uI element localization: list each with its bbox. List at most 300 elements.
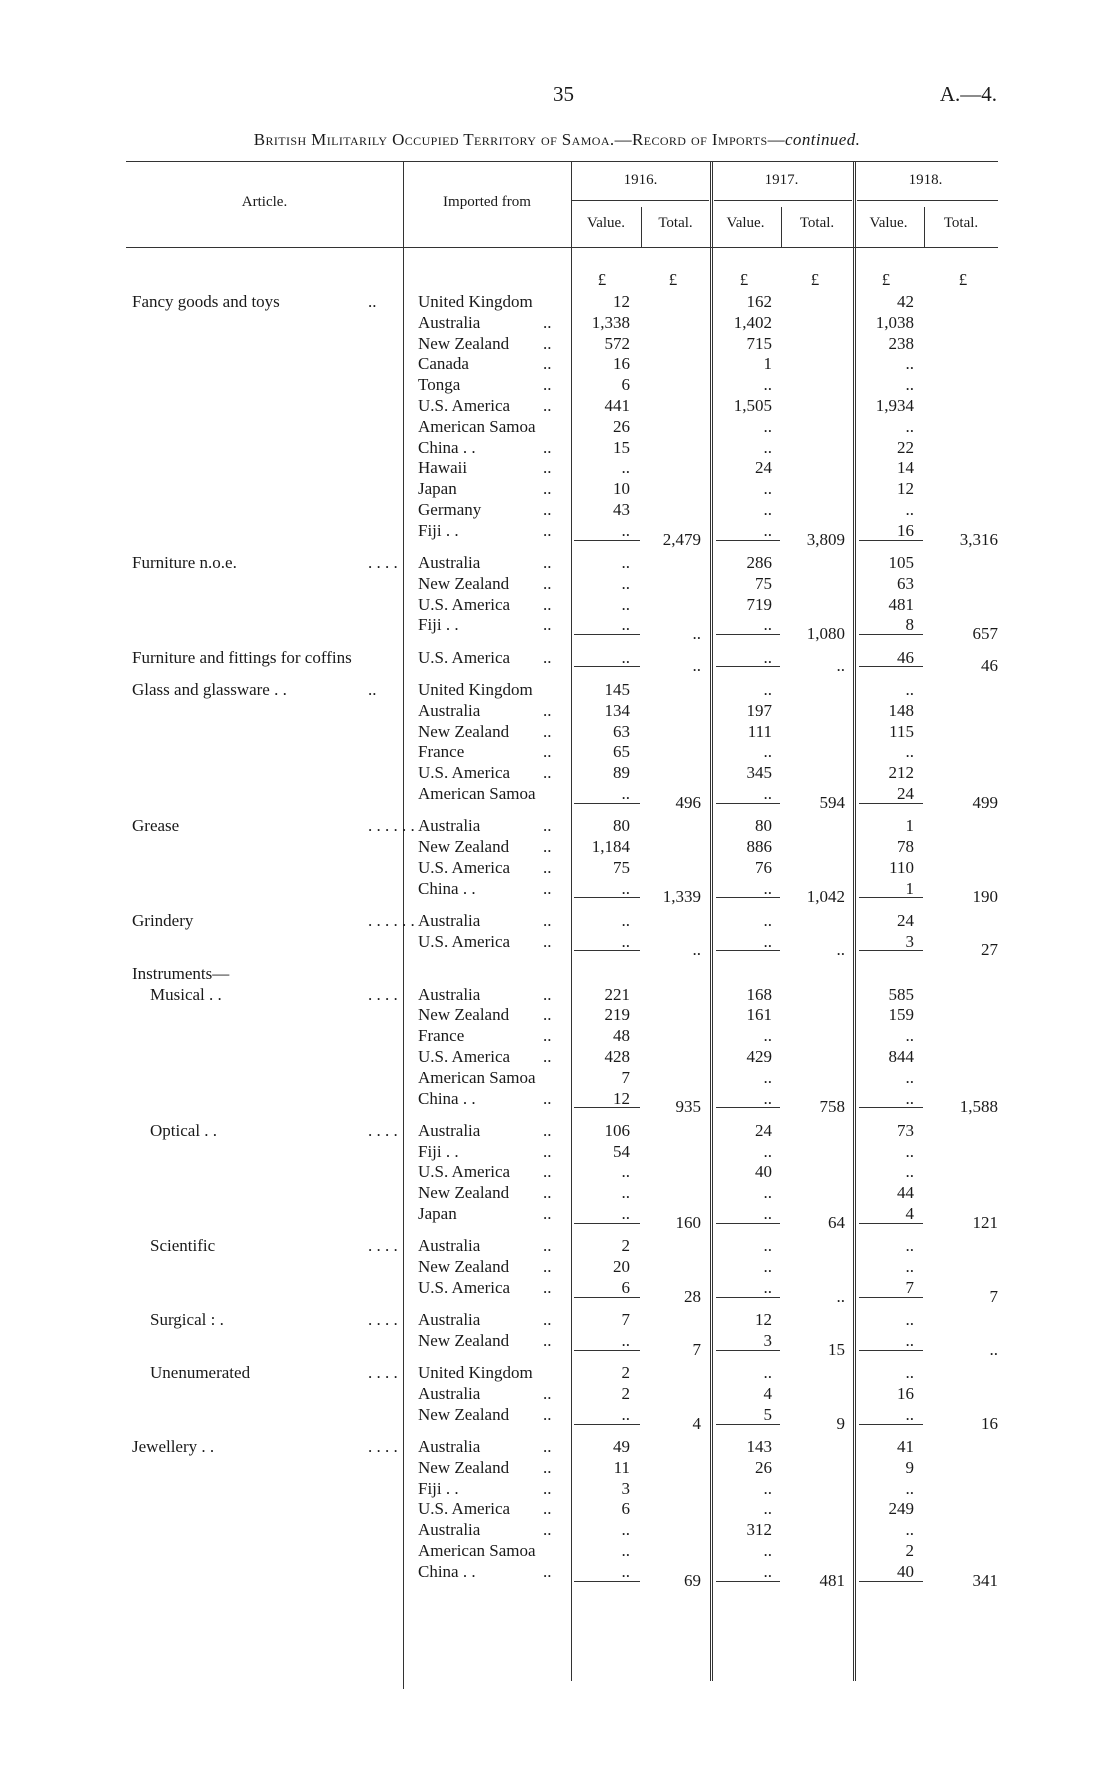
subtotal-rule [859,1581,923,1582]
value-1916: .. [621,1561,630,1581]
subtotal-rule [716,1424,780,1425]
value-1918: 12 [897,479,914,499]
subtotal-rule [859,1350,923,1351]
total-1917: 3,809 [806,529,845,549]
value-1916: .. [621,931,630,951]
value-1918: 40 [897,1561,914,1581]
value-1917: 26 [755,1457,772,1477]
value-1916: 441 [604,396,630,415]
value-1916: 12 [613,292,630,311]
table-title-main: British Militarily Occupied Territory of Samoa.—Record of Imports— [253,130,785,149]
value-1918: 44 [897,1183,914,1203]
column-divider [853,161,856,1681]
value-1916: 12 [613,1088,630,1108]
value-1916: 6 [621,1499,630,1519]
value-1917: 168 [746,984,772,1004]
total-1918: 190 [972,887,998,907]
value-1916: .. [621,1204,630,1224]
value-1918: .. [905,1236,914,1256]
value-1916: .. [621,1520,630,1540]
value-1918: 481 [888,594,914,614]
value-1918: .. [905,1088,914,1108]
article-name: Furniture n.o.e. [132,553,237,573]
total-1917-header: Total. [799,215,835,231]
value-1918-header: Value. [869,215,908,231]
value-1918: .. [905,1257,914,1277]
value-1917: .. [763,1561,772,1581]
value-1917: 719 [746,594,772,614]
value-1917: .. [763,437,772,457]
source-country: Australia [418,1520,481,1540]
source-country: Australia [418,1437,481,1457]
currency-symbol: £ [810,270,820,289]
value-1916: 1,338 [591,312,630,332]
source-country: U.S. America [418,647,511,667]
total-1917: 9 [836,1413,845,1433]
value-1917: .. [763,1026,772,1046]
leader-dots: .. [368,679,377,699]
value-1916: 43 [613,500,630,519]
subtotal-rule [859,666,923,667]
source-country: U.S. America [418,396,511,415]
subtotal-rule [716,803,780,804]
leader-dots: . . . . [368,553,398,573]
value-1916: 80 [613,816,630,836]
value-1916: .. [621,458,630,478]
source-country: Australia [418,816,481,836]
value-1916: .. [621,1162,630,1182]
source-country: Australia [418,1120,481,1140]
header-bottom-rule [126,247,998,248]
value-1916: 221 [604,984,630,1004]
value-1918: 63 [897,573,914,593]
value-1917: .. [763,1183,772,1203]
value-1918: 73 [897,1120,914,1140]
value-1917: 5 [763,1404,772,1424]
value-1918: 585 [888,984,914,1004]
value-1916: 7 [621,1310,630,1330]
currency-symbol: £ [958,270,968,289]
value-1918: .. [905,416,914,436]
value-1918: 1,934 [875,396,914,415]
leader-dots: . . . . [368,1437,398,1457]
value-1917: .. [763,500,772,519]
leader-dots: .. [543,479,552,499]
source-country: China . . [418,1561,476,1581]
leader-dots: .. [543,836,552,856]
leader-dots: .. [543,1478,552,1498]
value-1917: .. [763,520,772,540]
value-1917: .. [763,1499,772,1519]
currency-symbol: £ [739,270,749,289]
value-1916: .. [621,573,630,593]
article-name: Grease [132,816,180,836]
value-1917: .. [763,1277,772,1297]
year-rule [714,200,852,201]
value-1916: 3 [621,1478,630,1498]
source-country: U.S. America [418,594,511,614]
value-1918: 41 [897,1437,914,1457]
value-1918: 2 [905,1541,914,1561]
leader-dots: .. [543,500,552,519]
leader-dots: .. [543,1404,552,1424]
value-1916: .. [621,1183,630,1203]
leader-dots: .. [543,721,552,741]
subtotal-rule [574,634,640,635]
value-1917: .. [763,1478,772,1498]
leader-dots: .. [543,1257,552,1277]
value-1916: .. [621,647,630,667]
source-country: Hawaii [418,458,468,478]
subtotal-rule [716,1581,780,1582]
value-1917: .. [763,1088,772,1108]
year-rule [572,200,709,201]
leader-dots: .. [368,292,377,311]
source-country: U.S. America [418,857,511,877]
value-1916: 75 [613,857,630,877]
imported-from-header: Imported from [443,194,531,210]
total-1916: 1,339 [662,887,701,907]
total-1916: .. [692,940,701,960]
value-1918: 1 [905,816,914,836]
subtotal-rule [859,897,923,898]
source-country: American Samoa [418,416,536,436]
leader-dots: .. [543,1310,552,1330]
value-1917: 143 [746,1437,772,1457]
value-1917: 3 [763,1330,772,1350]
subtotal-rule [859,950,923,951]
value-1918: 4 [905,1204,914,1224]
value-1917-header: Value. [726,215,765,231]
total-1916: 2,479 [662,529,701,549]
subtotal-rule [859,1107,923,1108]
value-1918: 3 [905,931,914,951]
total-1916: .. [692,656,701,676]
currency-symbol: £ [597,270,607,289]
leader-dots: .. [543,375,552,395]
source-country: United Kingdom [418,292,533,311]
year-1917-header: 1917. [764,172,799,188]
total-1916: 160 [675,1212,701,1232]
value-1916: 6 [621,375,630,395]
total-1917: 1,042 [806,887,845,907]
subtotal-rule [859,634,923,635]
source-country: Germany [418,500,482,519]
value-1917: .. [763,1141,772,1161]
value-1916: .. [621,615,630,635]
value-1918: .. [905,500,914,519]
leader-dots: .. [543,354,552,374]
value-1917: .. [763,1067,772,1087]
leader-dots: .. [543,700,552,720]
source-country: United Kingdom [418,1363,533,1383]
value-1916: .. [621,783,630,803]
subtotal-rule [716,1223,780,1224]
leader-dots: . . . . [368,1120,398,1140]
leader-dots: .. [543,1162,552,1182]
value-1916: 145 [604,679,630,699]
subtotal-rule [859,1424,923,1425]
source-country: New Zealand [418,836,510,856]
source-country: Japan [418,479,457,499]
source-country: Australia [418,553,481,573]
value-1916: 7 [621,1067,630,1087]
subtotal-rule [859,1223,923,1224]
source-country: New Zealand [418,333,510,353]
value-1918: .. [905,1478,914,1498]
total-1918: 341 [972,1570,998,1590]
total-1918: 121 [972,1212,998,1232]
source-country: New Zealand [418,1257,510,1277]
value-1916-header: Value. [587,215,625,231]
currency-symbol: £ [881,270,891,289]
source-country: Japan [418,1204,457,1224]
value-1916: 2 [621,1384,630,1403]
value-1916: 63 [613,721,630,741]
value-1918: 105 [888,553,914,573]
source-country: Australia [418,910,481,930]
article-name: Instruments— [132,963,230,983]
subtotal-rule [574,1424,640,1425]
value-1916: 15 [613,437,630,457]
subtotal-rule [716,634,780,635]
value-1916: .. [621,1404,630,1424]
value-1917: 4 [763,1384,772,1403]
subtotal-rule [716,1107,780,1108]
value-1918: .. [905,354,914,374]
article-name: Fancy goods and toys [132,292,280,311]
subtotal-rule [716,540,780,541]
table-title [0,130,1114,150]
value-1916: 134 [604,700,630,720]
source-country: U.S. America [418,1047,511,1067]
value-1916: 6 [621,1277,630,1297]
value-1917: 75 [755,573,772,593]
source-country: U.S. America [418,1277,511,1297]
value-1917: .. [763,479,772,499]
value-1917: .. [763,742,772,762]
total-1916-header: Total. [658,215,693,231]
source-country: Fiji . . [418,615,459,635]
value-1918: .. [905,742,914,762]
source-country: American Samoa [418,1067,536,1087]
value-1917: .. [763,931,772,951]
leader-dots: .. [543,458,552,478]
source-country: Australia [418,1310,481,1330]
column-divider [571,161,572,1681]
total-1918: 46 [981,656,998,676]
value-1916: .. [621,1541,630,1561]
total-1917: 15 [828,1339,845,1359]
value-1918: .. [905,1141,914,1161]
leader-dots: .. [543,1437,552,1457]
value-1917: 429 [746,1047,772,1067]
total-1918: 1,588 [959,1097,998,1117]
value-1918: 1 [905,878,914,898]
page-number: 35 [553,82,574,106]
value-1918: 212 [888,763,914,783]
value-1916: .. [621,553,630,573]
source-country: U.S. America [418,931,511,951]
value-1918: .. [905,679,914,699]
value-1918: 24 [897,783,914,803]
source-country: China . . [418,878,476,898]
value-1916: 48 [613,1026,630,1046]
value-1917: .. [763,1541,772,1561]
value-1916: 428 [604,1047,630,1067]
value-1918: .. [905,1067,914,1087]
total-1918: 499 [972,792,998,812]
value-1917: 76 [755,857,772,877]
total-1916: 28 [684,1286,701,1306]
source-country: Tonga [418,375,461,395]
article-name: Glass and glassware . . [132,679,287,699]
value-1917: 715 [746,333,772,353]
value-1918: 115 [889,721,914,741]
value-1918: 249 [888,1499,914,1519]
value-1917: 1,402 [733,312,772,332]
subtotal-rule [859,1297,923,1298]
value-1918: 159 [888,1005,914,1025]
leader-dots: . . . . [368,1310,398,1330]
value-1916: 2 [621,1236,630,1256]
value-1918: 238 [888,333,914,353]
value-1918: .. [905,1330,914,1350]
leader-dots: .. [543,615,552,635]
leader-dots: .. [543,396,552,415]
total-1917: .. [836,940,845,960]
value-1917: .. [763,416,772,436]
value-1916: 49 [613,1437,630,1457]
leader-dots: .. [543,1520,552,1540]
value-1917: .. [763,783,772,803]
value-1916: .. [621,1330,630,1350]
subtotal-rule [574,1350,640,1351]
leader-dots: .. [543,1561,552,1581]
leader-dots: .. [543,1457,552,1477]
value-1918: 844 [888,1047,914,1067]
subtotal-rule [574,1223,640,1224]
leader-dots: .. [543,573,552,593]
value-1917: 80 [755,816,772,836]
leader-dots: .. [543,594,552,614]
leader-dots: .. [543,647,552,667]
leader-dots: .. [543,520,552,540]
source-country: France [418,742,465,762]
value-1916: 219 [604,1005,630,1025]
subtotal-rule [574,1581,640,1582]
value-1917: 1,505 [733,396,772,415]
value-1918: 78 [897,836,914,856]
year-1916-header: 1916. [623,172,658,188]
value-1917: 1 [763,354,772,374]
value-1916: .. [621,910,630,930]
leader-dots: .. [543,816,552,836]
value-1918: .. [905,1363,914,1383]
total-1916: 69 [684,1570,701,1590]
value-1916: 26 [613,416,630,436]
leader-dots: . . . . [368,1363,398,1383]
value-1918: 22 [897,437,914,457]
value-1917: 162 [746,292,772,311]
source-country: American Samoa [418,1541,536,1561]
source-country: Canada [418,354,469,374]
total-1918: 7 [989,1286,998,1306]
subtotal-rule [574,666,640,667]
article-name: Grindery [132,910,194,930]
leader-dots: .. [543,1141,552,1161]
value-1916: 106 [604,1120,630,1140]
value-1917: 161 [746,1005,772,1025]
value-1917: 12 [755,1310,772,1330]
source-country: China . . [418,437,476,457]
total-1916: 7 [692,1339,701,1359]
leader-dots: .. [543,312,552,332]
value-1917: .. [763,375,772,395]
value-1917: .. [763,679,772,699]
subtotal-rule [574,540,640,541]
source-country: Australia [418,984,481,1004]
subtotal-rule [716,897,780,898]
source-country: New Zealand [418,1183,510,1203]
total-1917: 64 [828,1212,845,1232]
article-name: Scientific [150,1236,216,1256]
value-1916: 65 [613,742,630,762]
table-title-suffix: continued. [784,130,861,149]
year-1918-header: 1918. [908,172,943,188]
value-1916: .. [621,878,630,898]
total-1917: 1,080 [806,624,845,644]
leader-dots: .. [543,1384,552,1403]
source-country: Australia [418,312,481,332]
leader-dots: .. [543,857,552,877]
value-1917: 345 [746,763,772,783]
source-country: U.S. America [418,1162,511,1182]
total-1918: 3,316 [959,529,998,549]
total-1918: 657 [972,624,998,644]
value-1916: 572 [604,333,630,353]
value-1918: 16 [897,520,914,540]
value-1917: 197 [746,700,772,720]
article-name: Unenumerated [150,1363,251,1383]
subtotal-rule [859,803,923,804]
subtotal-rule [574,1297,640,1298]
total-1916: .. [692,624,701,644]
leader-dots: . . . . . . [368,816,415,836]
subtotal-rule [574,950,640,951]
total-1916: 496 [675,792,701,812]
source-country: U.S. America [418,1499,511,1519]
total-1917: .. [836,1286,845,1306]
leader-dots: .. [543,763,552,783]
total-1918: .. [989,1339,998,1359]
document-reference: A.—4. [939,82,997,106]
leader-dots: . . . . . . [368,910,415,930]
source-country: China . . [418,1088,476,1108]
value-1917: .. [763,647,772,667]
leader-dots: .. [543,1120,552,1140]
value-1918: 148 [888,700,914,720]
leader-dots: .. [543,742,552,762]
total-1918: 16 [981,1413,998,1433]
value-1916: 54 [613,1141,630,1161]
value-1916: .. [621,520,630,540]
subtotal-rule [574,897,640,898]
source-country: New Zealand [418,1005,510,1025]
value-1917: .. [763,615,772,635]
total-1916: 4 [692,1413,701,1433]
source-country: New Zealand [418,1457,510,1477]
